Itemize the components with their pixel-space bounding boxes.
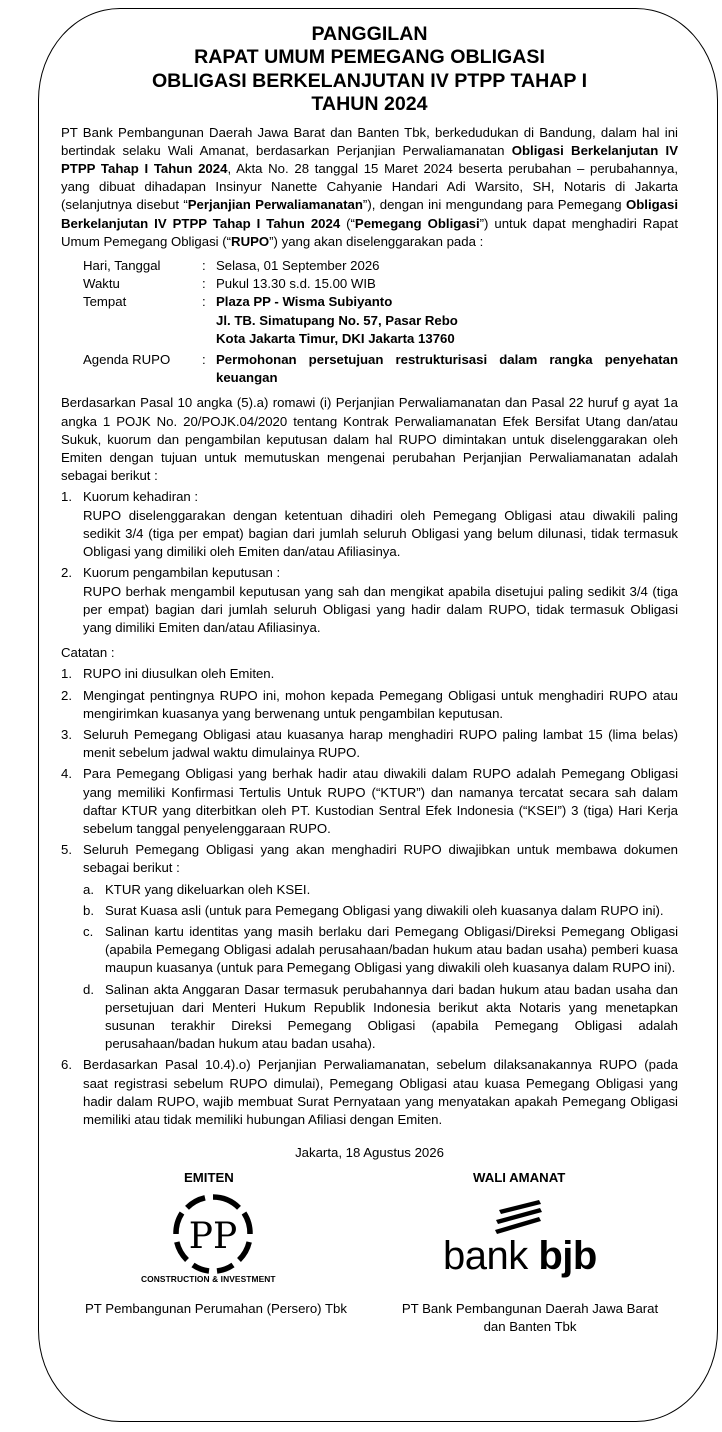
note-text: Seluruh Pemegang Obligasi atau kuasanya harap menghadiri RUPO paling lambat 15 (lima belas) menit sebelum jadwal waktu dimulainya RUPO. (83, 726, 678, 761)
title-line-3: OBLIGASI BERKELANJUTAN IV PTPP TAHAP I (151, 69, 588, 92)
place-label: Tempat (83, 294, 127, 310)
trustee-name-line-1: PT Bank Pembangunan Daerah Jawa Barat (401, 1301, 659, 1317)
detail-row-agenda (83, 351, 678, 387)
time-value: Pukul 13.30 s.d. 15.00 WIB (216, 276, 376, 292)
intro-text-1: PT Bank Pembangunan Daerah Jawa Barat dan Banten Tbk, berkedudukan di Bandung, dalam hal ini bertindak selaku Wali Amanat, berdasarkan Perjanjian Perwaliamanatan (61, 124, 678, 158)
meeting-details (83, 257, 678, 387)
list-item (61, 665, 678, 683)
list-number: 3. (61, 726, 72, 742)
colon: : (202, 352, 206, 368)
trustee-heading: WALI AMANAT (473, 1170, 566, 1186)
pp-logo-tagline: CONSTRUCTION & INVESTMENT (141, 1274, 276, 1285)
trustee-name-line-2: dan Banten Tbk (483, 1319, 577, 1335)
quorum-basis-paragraph: Berdasarkan Pasal 10 angka (5).a) romawi (i) Perjanjian Perwaliamanatan dan Pasal 22 huruf g ayat 1a angka 1 POJK No. 20/POJK.04/2020 tentang Kontrak Perwaliamanatan Efek Bersifat Utang dan/atau Sukuk, kuorum dan pengambilan keputusan dalam hal RUPO dimintakan untuk diselenggarakan oleh Emiten dengan tujuan untuk memutuskan mengenai perubahan Perjanjian Perwaliamanatan adalah sebagai berikut : (61, 395, 678, 484)
list-number: 1. (61, 666, 72, 682)
quorum-heading: Kuorum kehadiran : (83, 489, 199, 505)
trustee-name (375, 1300, 685, 1336)
intro-text-3: ”), dengan ini mengundang para Pemegang (362, 197, 626, 213)
announcement (61, 23, 678, 1360)
intro-text-2: , Akta No. 28 tanggal 15 Maret 2024 beserta perubahan – perubahannya, yang dibuat dihadapan Insinyur Nanette Cahyanie Handari Adi Warsito, SH, Notaris di Jakarta (selanjutnya disebut “ (61, 161, 678, 213)
title-line-4: TAHUN 2024 (311, 93, 428, 116)
list-item (61, 687, 678, 723)
list-letter: d. (83, 981, 94, 997)
title-line-2: RAPAT UMUM PEMEGANG OBLIGASI (194, 46, 545, 69)
announcement-title (61, 23, 678, 117)
note-text: Seluruh Pemegang Obligasi yang akan menghadiri RUPO diwajibkan untuk membawa dokumen sebagai berikut : (83, 842, 678, 876)
list-number: 6. (61, 1057, 72, 1073)
list-item (83, 981, 678, 1054)
list-item (61, 726, 678, 762)
place-line-3: Kota Jakarta Timur, DKI Jakarta 13760 (216, 330, 455, 346)
list-item (83, 881, 678, 899)
date-value: Selasa, 01 September 2026 (216, 258, 380, 274)
intro-trust-agreement: Perjanjian Perwaliamanatan (187, 197, 363, 213)
colon: : (202, 276, 206, 292)
notes-list (61, 665, 678, 1129)
list-item (61, 1056, 678, 1129)
place-line-1: Plaza PP - Wisma Subiyanto (216, 294, 393, 310)
intro-bond-name: Obligasi Berkelanjutan IV PTPP Tahap I Tahun 2024 (61, 142, 678, 177)
note-text: RUPO ini diusulkan oleh Emiten. (83, 666, 275, 682)
document-text: Surat Kuasa asli (untuk para Pemegang Obligasi yang diwakili oleh kuasanya dalam RUPO ini). (105, 902, 664, 918)
quorum-list (61, 488, 678, 637)
list-number: 1. (61, 489, 72, 505)
note-text: Mengingat pentingnya RUPO ini, mohon kepada Pemegang Obligasi untuk menghadiri RUPO atau mengirimkan kuasanya yang berwenang untuk pengambilan keputusan. (83, 687, 678, 721)
note-text: Para Pemegang Obligasi yang berhak hadir atau diwakili dalam RUPO adalah Pemegang Obligasi yang memiliki Konfirmasi Tertulis Untuk RUPO (“KTUR”) dan namanya tercatat secara sah dalam daftar KTUR yang diterbitkan oleh PT. Kustodian Sentral Efek Indonesia (“KSEI”) 3 (tiga) Hari Kerja sebelum tanggal penyelenggaraan RUPO. (83, 766, 678, 836)
date-label: Hari, Tanggal (83, 258, 161, 274)
note-text: Berdasarkan Pasal 10.4).o) Perjanjian Perwaliamanatan, sebelum dilaksanakannya RUPO (pada saat registrasi sebelum RUPO dimulai), Pemegang Obligasi atau kuasa Pemegang Obligasi yang hadir dalam RUPO, wajib membuat Surat Pernyataan yang menyatakan apakah Pemegang Obligasi memiliki atau tidak memiliki hubungan Afiliasi dengan Emiten. (83, 1057, 678, 1127)
title-line-1: PANGGILAN (311, 23, 428, 45)
list-number: 2. (61, 687, 72, 703)
document-text: Salinan kartu identitas yang masih berlaku dari Pemegang Obligasi/Direksi Pemegang Obligasi (apabila Pemegang Obligasi adalah perusahaan/badan hukum atau badan usaha) pemberi kuasa maupun kuasanya (untuk para Pemegang Obligasi yang diwakili oleh kuasanya dalam RUPO ini). (105, 923, 678, 976)
intro-rupo: RUPO (231, 233, 270, 249)
place-and-date: Jakarta, 18 Agustus 2026 (295, 1145, 444, 1161)
list-item (61, 488, 678, 561)
place-value (216, 293, 678, 348)
list-item (83, 923, 678, 978)
notes-title: Catatan : (61, 645, 115, 661)
agenda-label: Agenda RUPO (83, 352, 171, 368)
bjb-logo-bank: bank (443, 1234, 539, 1279)
time-label: Waktu (83, 276, 120, 292)
colon: : (202, 294, 206, 310)
quorum-text: RUPO diselenggarakan dengan ketentuan dihadiri oleh Pemegang Obligasi atau diwakili paling sedikit 3/4 (tiga per empat) bagian dari jumlah seluruh Obligasi yang belum dilunasi, tidak termasuk Obligasi yang dimiliki oleh Emiten dan/atau Afiliasinya. (83, 507, 678, 560)
quorum-text: RUPO berhak mengambil keputusan yang sah dan mengikat apabila disetujui paling sedikit 3/4 (tiga per empat) bagian dari jumlah seluruh Obligasi yang hadir dalam RUPO, tidak termasuk Obligasi yang dimiliki Emiten dan/atau Afiliasinya. (83, 583, 678, 635)
intro-text-4: (“ (340, 215, 355, 231)
signature-block (61, 1170, 678, 1360)
list-item (61, 841, 678, 1053)
pp-logo-text: PP (188, 1216, 238, 1258)
issuer-heading: EMITEN (184, 1170, 234, 1186)
intro-bondholders: Pemegang Obligasi (354, 215, 480, 231)
list-item (83, 902, 678, 920)
colon: : (202, 258, 206, 274)
documents-list (83, 881, 678, 1054)
list-number: 4. (61, 766, 72, 782)
list-number: 5. (61, 842, 72, 858)
place-line-2: Jl. TB. Simatupang No. 57, Pasar Rebo (216, 312, 458, 328)
intro-paragraph (61, 124, 678, 251)
list-letter: b. (83, 902, 94, 918)
issuer-name: PT Pembangunan Perumahan (Persero) Tbk (85, 1301, 347, 1317)
document-text: Salinan akta Anggaran Dasar termasuk perubahannya dari badan hukum atau badan usaha dan persetujuan dari Menteri Hukum Republik Indonesia berikut akta Notaris yang menetapkan susunan terakhir Direksi Pemegang Obligasi (apabila Pemegang Obligasi adalah perusahaan/badan hukum atau badan usaha). (105, 981, 678, 1052)
document-text: KTUR yang dikeluarkan oleh KSEI. (105, 881, 311, 897)
detail-row-place (83, 293, 678, 348)
intro-text-5: ”) untuk dapat menghadiri Rapat Umum Pemegang Obligasi (“ (61, 215, 678, 249)
intro-text-6: ”) yang akan diselenggarakan pada : (269, 233, 484, 249)
pp-logo-icon (169, 1194, 257, 1274)
list-item (61, 765, 678, 838)
list-item (61, 564, 678, 637)
list-number: 2. (61, 565, 72, 581)
bjb-logo-bjb: bjb (538, 1234, 597, 1279)
bjb-logo-wordmark (443, 1234, 597, 1278)
quorum-heading: Kuorum pengambilan keputusan : (83, 565, 281, 581)
agenda-value: Permohonan persetujuan restrukturisasi dalam rangka penyehatan keuangan (216, 352, 678, 386)
detail-row-date (83, 257, 678, 275)
list-letter: a. (83, 881, 94, 897)
list-letter: c. (83, 923, 94, 939)
intro-bond-name-2: Obligasi Berkelanjutan IV PTPP Tahap I Tahun 2024 (61, 197, 678, 231)
detail-row-time (83, 275, 678, 293)
bjb-logo-icon (493, 1198, 545, 1238)
